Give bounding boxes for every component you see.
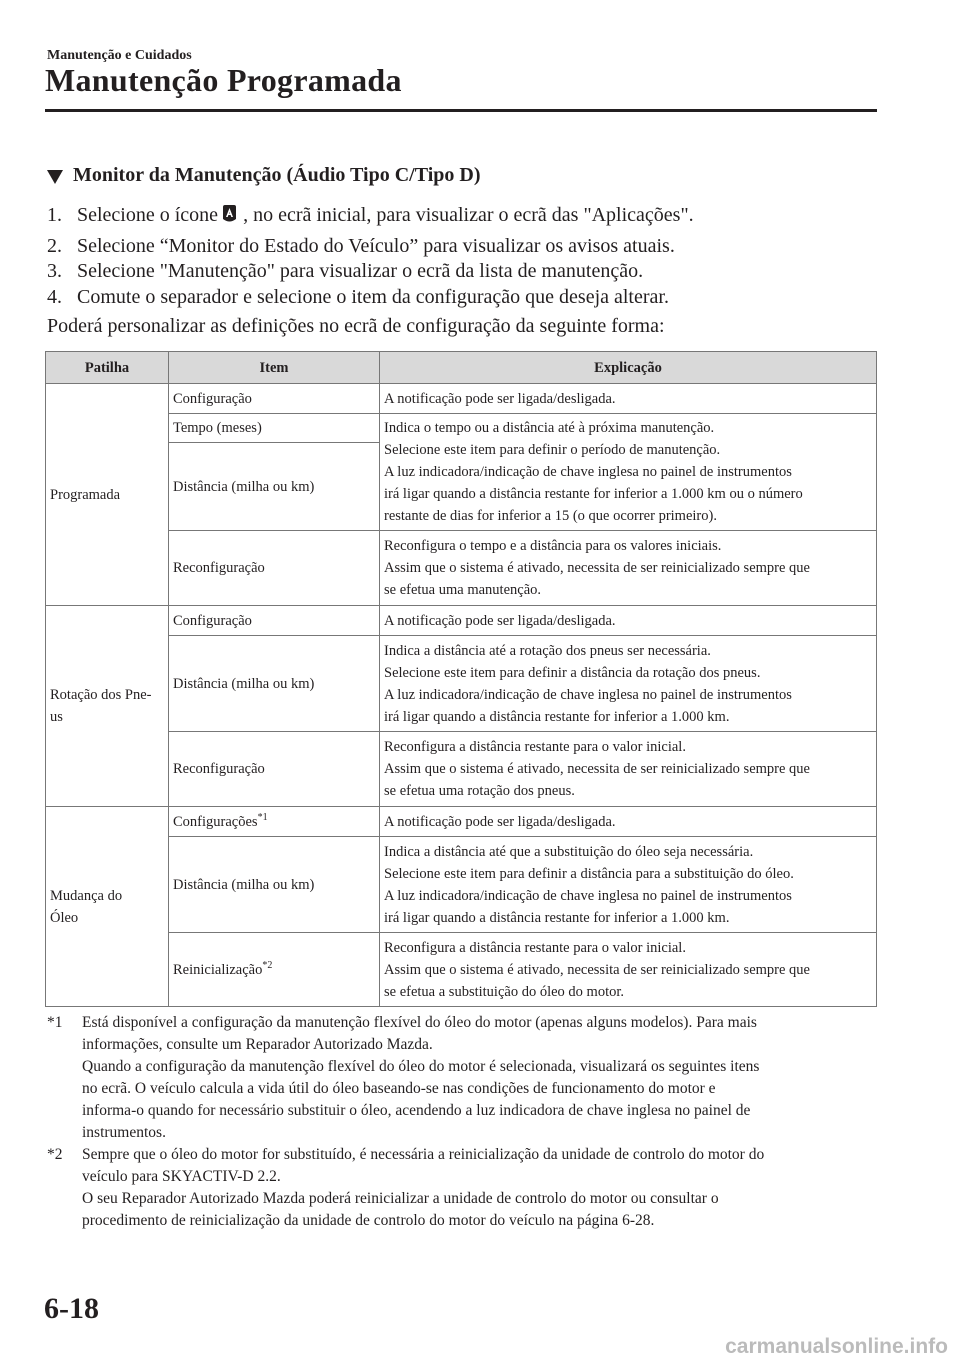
- triangle-bullet-icon: [47, 170, 63, 184]
- item-cell: Configuração: [169, 384, 380, 414]
- table-row: [46, 384, 877, 414]
- section-heading: [47, 164, 480, 187]
- table-row: [46, 807, 877, 837]
- item-cell: Distância (milha ou km): [169, 636, 380, 732]
- footnote-1: [47, 1012, 877, 1144]
- title-divider: [45, 109, 877, 112]
- step-number: 1.: [47, 204, 62, 226]
- step-number: 3.: [47, 260, 62, 282]
- step-2: [47, 235, 675, 258]
- intro-text: Poderá personalizar as definições no ecrã de configuração da seguinte forma:: [47, 315, 665, 337]
- section-title: Monitor da Manutenção (Áudio Tipo C/Tipo D): [73, 164, 481, 186]
- footnote-2: [47, 1144, 877, 1232]
- explanation-cell: Indica a distância até que a substituição do óleo seja necessária. Selecione este item para definir a distância para a substituição do óleo. A luz indicadora/indicação de chave inglesa no painel de instrumentos irá ligar quando a distância restante for inferior a 1.000 km.: [380, 837, 877, 933]
- item-cell: Reconfiguração: [169, 732, 380, 807]
- explanation-cell: Reconfigura a distância restante para o valor inicial. Assim que o sistema é ativado, necessita de ser reinicializado sempre que se efetua uma rotação dos pneus.: [380, 732, 877, 807]
- page-title: Manutenção Programada: [45, 62, 402, 98]
- footnote-body: Sempre que o óleo do motor for substituído, é necessária a reinicialização da unidade de controlo do motor do veículo para SKYACTIV-D 2.2. O seu Reparador Autorizado Mazda poderá reinicializar a unidade de controlo do motor ou consultar o procedimento de reinicialização da unidade de controlo do motor do veículo na página 6-28.: [82, 1146, 765, 1229]
- maintenance-settings-table: [45, 351, 877, 1007]
- explanation-cell: Indica o tempo ou a distância até à próxima manutenção. Selecione este item para definir o período de manutenção. A luz indicadora/indicação de chave inglesa no painel de instrumentos irá ligar quando a distância restante for inferior a 1.000 km ou o número restante de dias for inferior a 15 (o que ocorrer primeiro).: [380, 414, 877, 531]
- table-row: [46, 732, 877, 807]
- item-cell: Reinicialização$^{*2}$: [169, 933, 380, 1007]
- footnote-body: Está disponível a configuração da manutenção flexível do óleo do motor (apenas alguns modelos). Para mais informações, consulte um Reparador Autorizado Mazda. Quando a configuração da manutenção flexível do óleo do motor é selecionada, visualizará os seguintes itens no ecrã. O veículo calcula a vida útil do óleo baseando-se nas condições de funcionamento do motor e informa-o quando for necessário substituir o óleo, acendendo a luz indicadora de chave inglesa no painel de instrumentos.: [82, 1014, 760, 1141]
- table-row: [46, 933, 877, 1007]
- explanation-cell: A notificação pode ser ligada/desligada.: [380, 807, 877, 837]
- column-header-tab: Patilha: [46, 352, 169, 384]
- watermark: carmanualsonline.info: [725, 1335, 948, 1358]
- table-row: [46, 606, 877, 636]
- table-row: [46, 414, 877, 443]
- footnote-ref: *2: [262, 959, 273, 971]
- footnote-mark: *2: [47, 1146, 63, 1163]
- applications-icon: [222, 204, 237, 224]
- item-cell: Reconfiguração: [169, 531, 380, 606]
- page-number: 6-18: [44, 1292, 99, 1325]
- table-row: [46, 531, 877, 606]
- explanation-cell: Indica a distância até a rotação dos pneus ser necessária. Selecione este item para definir a distância da rotação dos pneus. A luz indicadora/indicação de chave inglesa no painel de instrumentos irá ligar quando a distância restante for inferior a 1.000 km.: [380, 636, 877, 732]
- footnote-ref: *1: [257, 811, 268, 823]
- tab-cell: Mudança do Óleo: [46, 807, 169, 1007]
- item-cell: Configuração: [169, 606, 380, 636]
- step-4: [47, 286, 669, 309]
- item-cell: Distância (milha ou km): [169, 443, 380, 531]
- step-text-post: , no ecrã inicial, para visualizar o ecrã das "Aplicações".: [243, 204, 694, 226]
- explanation-cell: Reconfigura o tempo e a distância para os valores iniciais. Assim que o sistema é ativado, necessita de ser reinicializado sempre que se efetua uma manutenção.: [380, 531, 877, 606]
- explanation-cell: Reconfigura a distância restante para o valor inicial. Assim que o sistema é ativado, necessita de ser reinicializado sempre que se efetua a substituição do óleo do motor.: [380, 933, 877, 1007]
- table-row: [46, 636, 877, 732]
- tab-cell: Rotação dos Pne- us: [46, 606, 169, 807]
- table-row: [46, 837, 877, 933]
- item-cell: Configurações$^{*1}$: [169, 807, 380, 837]
- step-text-pre: Selecione o ícone: [77, 204, 219, 226]
- chapter-heading: Manutenção e Cuidados: [47, 48, 192, 63]
- column-header-item: Item: [169, 352, 380, 384]
- step-number: 2.: [47, 235, 62, 257]
- table-header-row: [46, 352, 877, 384]
- tab-cell: Programada: [46, 384, 169, 606]
- explanation-cell: A notificação pode ser ligada/desligada.: [380, 384, 877, 414]
- step-number: 4.: [47, 286, 62, 308]
- step-3: [47, 260, 643, 283]
- item-cell: Distância (milha ou km): [169, 837, 380, 933]
- step-text: Selecione “Monitor do Estado do Veículo” para visualizar os avisos atuais.: [77, 235, 675, 257]
- footnote-mark: *1: [47, 1014, 63, 1031]
- column-header-explanation: Explicação: [380, 352, 877, 384]
- step-text: Comute o separador e selecione o item da configuração que deseja alterar.: [77, 286, 669, 308]
- step-text: Selecione "Manutenção" para visualizar o ecrã da lista de manutenção.: [77, 260, 644, 282]
- explanation-cell: A notificação pode ser ligada/desligada.: [380, 606, 877, 636]
- item-cell: Tempo (meses): [169, 414, 380, 443]
- step-1: [47, 204, 694, 227]
